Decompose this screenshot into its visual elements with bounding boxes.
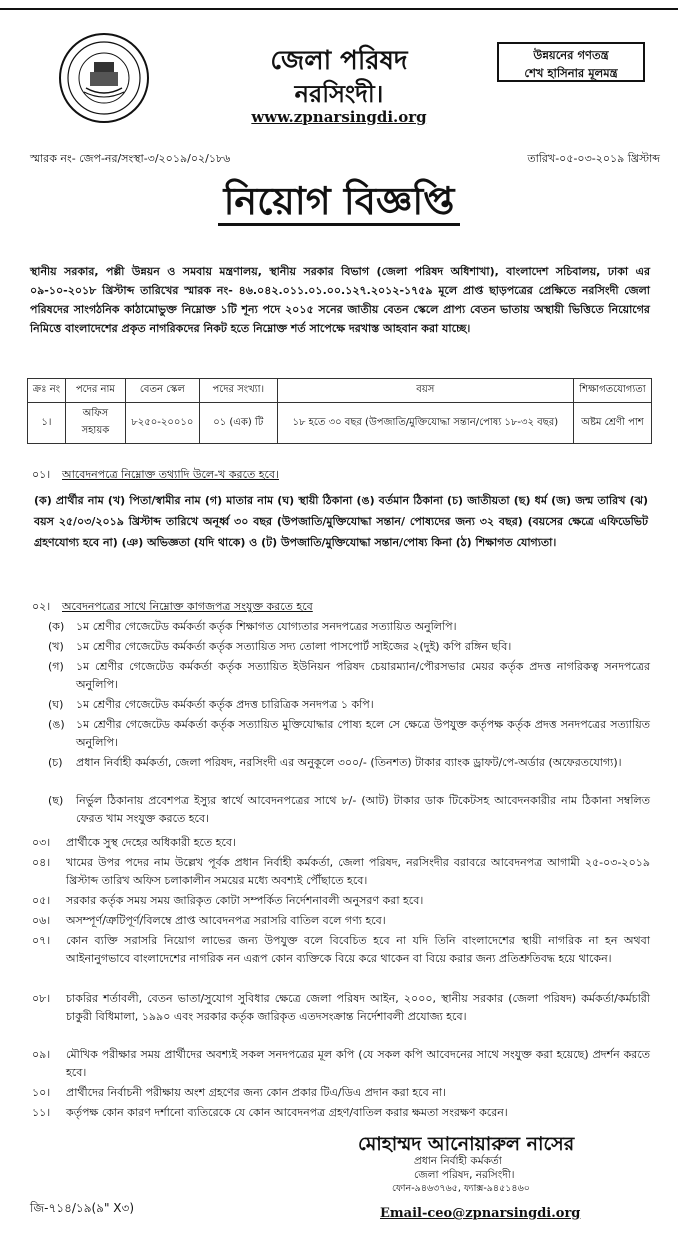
item-label: (গ) [48, 660, 64, 673]
list-item: কোন ব্যক্তি সরাসরি নিয়োগ লাভের জন্য উপযুক্ত বলে বিবেচিত হবে না যদি তিনি বাংলাদেশের স্থায়ী নাগরিক না হন অথবা আইনানুগভাবে বাংলাদেশের নাগরিক নন এরূপ কোন ব্যক্তিকে বিয়ে করে থাকেন বা বিয়ে করার জন্য প্রতিশ্রুতিবদ্ধ হয়ে থাকেন। [66, 934, 650, 965]
signatory-email-link[interactable]: Email-ceo@zpnarsingdi.org [380, 1206, 581, 1221]
table-header-cell: বেতন স্কেল [125, 379, 199, 403]
table-header-cell: শিক্ষাগতযোগ্যতা [573, 379, 651, 403]
point-number: ১১। [32, 1106, 51, 1119]
org-website-link[interactable]: www.zpnarsingdi.org [251, 108, 427, 126]
list-item: খামের উপর পদের নাম উল্লেখ পূর্বক প্রধান নির্বাহী কর্মকর্তা, জেলা পরিষদ, নরসিংদীর বরাবরে আবেদনপত্র আগামী ২৫-০৩-২০১৯ খ্রিস্টাব্দ তারিখ অফিস চলাকালীন সময়ের মধ্যে অবশ্যই পৌঁছাতে হবে। [66, 856, 650, 887]
memo-number: স্মারক নং- জেপ-নর/সংস্থা-৩/২০১৯/০২/১৮৬ [30, 152, 231, 165]
signatory-phone: ফোন-৯৪৬৩৭৬৫, ফ্যাক্স-৯৪৫১৪৬০ [392, 1183, 530, 1194]
section-heading [62, 598, 313, 616]
item-label: (ঙ) [48, 718, 65, 731]
point-number: ০৩। [32, 836, 51, 849]
notice-title [0, 172, 678, 236]
table-header-cell: ক্রঃ নং [28, 379, 66, 403]
list-item: অসম্পূর্ণ/ত্রুটিপূর্ণ/বিলম্বে প্রাপ্ত আবেদনপত্র সরাসরি বাতিল বলে গণ্য হবে। [66, 914, 386, 927]
list-item: ১ম শ্রেণীর গেজেটেড কর্মকর্তা কর্তৃক সত্যায়িত মুক্তিযোদ্ধার পোষ্য হলে সে ক্ষেত্রে উপযুক্ত কর্তৃপক্ষ কর্তৃক প্রদত্ত সনদপত্রের সত্যায়িত অনুলিপি। [76, 718, 650, 749]
list-item: মৌখিক পরীক্ষার সময় প্রার্থীদের অবশ্যই সকল সনদপত্রের মূল কপি (যে সকল কপি আবেদনের সাথে সংযুক্ত করা হয়েছে) প্রদর্শন করতে হবে। [66, 1048, 650, 1079]
list-item: ১ম শ্রেণীর গেজেটেড কর্মকর্তা কর্তৃক সত্যায়িত সদ্য তোলা পাসপোর্ট সাইজের ২(দুই) কপি রঙ্গিন ছবি। [76, 640, 512, 653]
point-number: ০৬। [32, 914, 51, 927]
intro-paragraph: স্থানীয় সরকার, পল্লী উন্নয়ন ও সমবায় মন্ত্রণালয়, স্থানীয় সরকার বিভাগ (জেলা পরিষদ অধিশাখা), বাংলাদেশ সচিবালয়, ঢাকা এর ০৯-১০-২০১৮ খ্রিস্টাব্দ তারিখের স্মারক নং- ৪৬.০৪২.০১১.০১.০০.১২৭.২০১২-১৭৫৯ মূলে প্রাপ্ত ছাড়পত্রের প্রেক্ষিতে নরসিংদী জেলা পরিষদের সাংগঠনিক কাঠামোভুক্ত নিম্নোক্ত ১টি শূন্য পদে ২০১৫ সনের জাতীয় বেতন স্কেলে প্রাপ্য বেতন ভাতায় অস্থায়ী ভিত্তিতে নিয়োগের নিমিত্তে বাংলাদেশের প্রকৃত নাগরিকদের নিকট হতে নিম্নোক্ত শর্ত সাপেক্ষে দরখাস্ত আহবান করা যাচ্ছে। [30, 265, 650, 335]
table-header-cell: বয়স [277, 379, 573, 403]
section-heading [62, 466, 279, 484]
list-item: নির্ভুল ঠিকানায় প্রবেশপত্র ইস্যুর স্বার্থে আবেদনপত্রের সাথে ৮/- (আট) টাকার ডাক টিকেটসহ আবেদনকারীর নাম ঠিকানা সম্বলিত ফেরত খাম সংযুক্ত করতে হবে। [76, 794, 650, 825]
slogan-box [497, 42, 645, 82]
item-label: (খ) [48, 640, 64, 653]
signatory-name: মোহাম্মদ আনোয়ারুল নাসের [358, 1133, 575, 1155]
item-label: (ক) [48, 620, 65, 633]
table-header-row [28, 379, 652, 403]
list-item: প্রার্থীদের নির্বাচনী পরীক্ষায় অংশ গ্রহণের জন্য কোন প্রকার টিএ/ডিএ প্রদান করা হবে না। [66, 1086, 446, 1099]
section-number: ০২। [32, 600, 51, 613]
post-table [27, 378, 652, 444]
item-label: (ঘ) [48, 698, 64, 711]
footer-reference: জি-৭১৪/১৯(৯" X৩) [30, 1201, 134, 1215]
signatory-office: জেলা পরিষদ, নরসিংদী। [414, 1169, 515, 1181]
table-row [28, 403, 652, 444]
section-number: ০১। [32, 468, 51, 481]
section-body: (ক) প্রার্থীর নাম (খ) পিতা/স্বামীর নাম (গ) মাতার নাম (ঘ) স্থায়ী ঠিকানা (ঙ) বর্তমান ঠিকানা (চ) জাতীয়তা (ছ) ধর্ম (জ) জন্ম তারিখ (ঝ) বয়স ২৫/০৩/২০১৯ খ্রিস্টাব্দ তারিখে অনূর্ধ্ব ৩০ বছর (উপজাতি/মুক্তিযোদ্ধা সন্তান/ পোষ্যদের জন্য ৩২ বছর) (বয়সের ক্ষেত্রে এফিডেভিট গ্রহণযোগ্য হবে না) (ঞ) অভিজ্ঞতা (যদি থাকে) ও (ট) উপজাতি/মুক্তিযোদ্ধা সন্তান/পোষ্য কিনা (ঠ) শিক্ষাগত যোগ্যতা। [34, 494, 648, 549]
table-cell: অষ্টম শ্রেণী পাশ [573, 403, 651, 444]
point-number: ০৪। [32, 856, 51, 869]
table-header-cell: পদের নাম [65, 379, 125, 403]
table-cell: ১৮ হতে ৩০ বছর (উপজাতি/মুক্তিযোদ্ধা সন্তান/পোষ্য ১৮-৩২ বছর) [277, 403, 573, 444]
point-number: ০৫। [32, 894, 51, 907]
list-item: ১ম শ্রেণীর গেজেটেড কর্মকর্তা কর্তৃক প্রদত্ত চারিত্রিক সনদপত্র ১ কপি। [76, 698, 374, 711]
table-cell: ৮২৫০-২০০১০ [125, 403, 199, 444]
list-item: চাকরির শর্তাবলী, বেতন ভাতা/সুযোগ সুবিধার ক্ষেত্রে জেলা পরিষদ আইন, ২০০০, স্থানীয় সরকার (জেলা পরিষদ) কর্মকর্তা/কর্মচারী চাকুরী বিধিমালা, ১৯৯০ এবং সরকার কর্তৃক জারিকৃত এতদসংক্রান্ত নির্দেশাবলী প্রযোজ্য হবে। [66, 992, 650, 1023]
table-header-cell: পদের সংখ্যা। [199, 379, 277, 403]
slogan-line-1: উন্নয়নের গণতন্ত্র [533, 48, 609, 62]
top-border [0, 0, 678, 10]
point-number: ০৭। [32, 934, 51, 947]
point-number: ১০। [32, 1086, 51, 1099]
table-cell: ১। [28, 403, 66, 444]
notice-title-text: নিয়োগ বিজ্ঞপ্তি [218, 179, 461, 226]
notice-date: তারিখ-০৫-০৩-২০১৯ খ্রিস্টাব্দ [527, 152, 660, 165]
point-number: ০৯। [32, 1048, 51, 1061]
item-label: (ছ) [48, 794, 64, 807]
list-item: প্রার্থীকে সুস্থ দেহের অধিকারী হতে হবে। [66, 836, 236, 849]
signatory-designation: প্রধান নির্বাহী কর্মকর্তা [414, 1155, 502, 1167]
slogan-line-2: শেখ হাসিনার মূলমন্ত্র [524, 66, 618, 80]
list-item: কর্তৃপক্ষ কোন কারণ দর্শানো ব্যতিরেকে যে কোন আবেদনপত্র গ্রহণ/বাতিল করার ক্ষমতা সংরক্ষণ করেন। [66, 1106, 508, 1119]
section-heading-text: অবেদনপত্রের সাথে নিম্নোক্ত কাগজপত্র সংযুক্ত করতে হবে [62, 600, 313, 613]
table-cell: অফিস সহায়ক [65, 403, 125, 444]
list-item: সরকার কর্তৃক সময় সময় জারিকৃত কোটা সম্পর্কিত নির্দেশনাবলী অনুসরণ করা হবে। [66, 894, 424, 907]
org-district: নরসিংদী। [294, 80, 384, 108]
org-name: জেলা পরিষদ [270, 46, 408, 76]
section-heading-text: আবেদনপত্রে নিম্নোক্ত তথ্যাদি উলে-খ করতে হবে। [62, 468, 279, 481]
point-number: ০৮। [32, 992, 51, 1005]
list-item: ১ম শ্রেণীর গেজেটেড কর্মকর্তা কর্তৃক সত্যায়িত ইউনিয়ন পরিষদ চেয়ারম্যান/পৌরসভার মেয়র কর্তৃক প্রদত্ত নাগরিকত্ব সনদপত্রের অনুলিপি। [76, 660, 650, 691]
item-label: (চ) [48, 756, 63, 769]
list-item: ১ম শ্রেণীর গেজেটেড কর্মকর্তা কর্তৃক শিক্ষাগত যোগ্যতার সনদপত্রের সত্যায়িত অনুলিপি। [76, 620, 457, 633]
table-cell: ০১ (এক) টি [199, 403, 277, 444]
list-item: প্রধান নির্বাহী কর্মকর্তা, জেলা পরিষদ, নরসিংদী এর অনুকূলে ৩০০/- (তিনশত) টাকার ব্যাংক ড্রাফট/পে-অর্ডার (অফেরতযোগ্য)। [76, 756, 622, 769]
